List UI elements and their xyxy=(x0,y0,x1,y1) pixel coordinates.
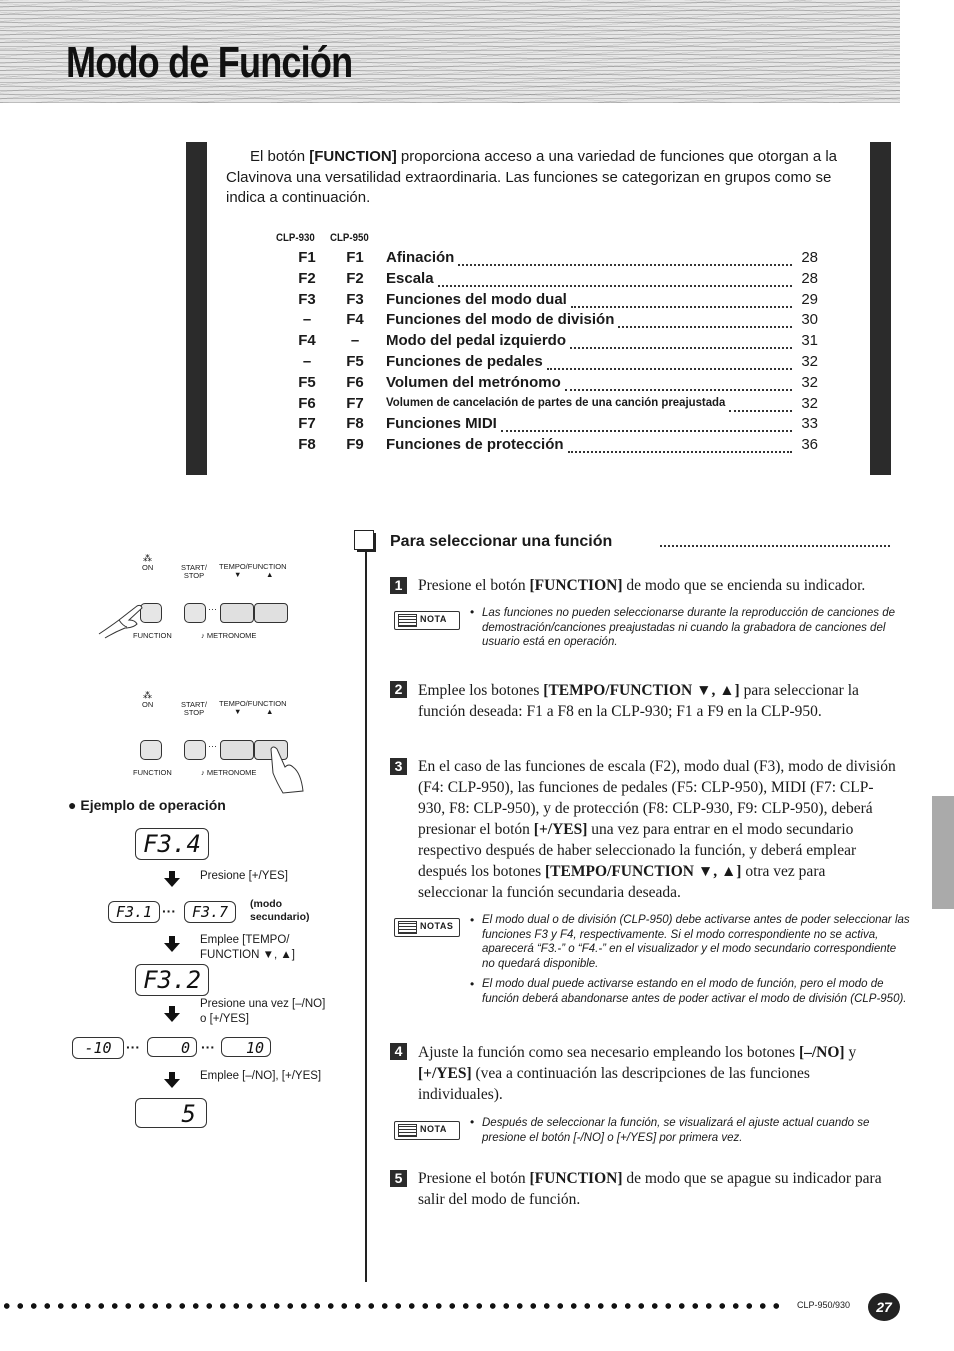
on-label: ON xyxy=(142,700,154,709)
clp930-code: F1 xyxy=(298,249,316,266)
start-stop-button[interactable] xyxy=(184,603,206,623)
function-table-row xyxy=(0,270,954,291)
function-name: Afinación xyxy=(386,249,455,266)
clp930-code: F4 xyxy=(298,332,316,350)
clp930-code: F5 xyxy=(298,373,316,391)
down-arrow-stem xyxy=(169,1072,175,1079)
function-name: Funciones de pedales xyxy=(386,353,543,370)
function-label: FUNCTION xyxy=(133,768,172,777)
clp950-code: F1 xyxy=(346,249,364,266)
power-lamp-icon: ⁂ xyxy=(143,690,152,700)
function-table-row xyxy=(0,353,954,374)
function-name: Escala xyxy=(386,269,434,287)
function-table-row xyxy=(0,249,954,270)
ellipsis-dots: ··· xyxy=(208,604,217,614)
start-stop-label: START/ STOP xyxy=(181,700,207,717)
column-divider xyxy=(365,540,367,1282)
lcd-display-0: 0 xyxy=(147,1037,197,1057)
note-bullet: • xyxy=(470,605,475,619)
clp950-code: F2 xyxy=(346,269,364,287)
page-ref: 36 xyxy=(801,436,818,454)
clp950-code: F7 xyxy=(346,394,364,412)
footer-model: CLP-950/930 xyxy=(797,1300,851,1310)
press-once-label: Presione una vez [–/NO] o [+/YES] xyxy=(200,998,326,1025)
clp930-code: F6 xyxy=(298,394,316,412)
clp950-code: F8 xyxy=(346,415,364,433)
clp950-code: F9 xyxy=(346,436,364,454)
bullet-dot-icon: ● xyxy=(68,797,77,813)
function-table-row xyxy=(0,436,954,457)
page-ref: 32 xyxy=(801,373,818,391)
dot-leader xyxy=(729,398,792,412)
clp950-code: F3 xyxy=(346,290,364,308)
function-table-row xyxy=(0,395,954,416)
dot-leader xyxy=(571,294,792,308)
start-stop-button[interactable] xyxy=(184,740,206,760)
step-1-text: Presione el botón [FUNCTION] de modo que se encienda su indicador. xyxy=(418,577,866,594)
clp930-code: F8 xyxy=(298,436,316,454)
page-ref: 28 xyxy=(801,269,818,287)
panel-illustration-2 xyxy=(95,685,325,795)
metronome-label: ♪ METRONOME xyxy=(201,768,257,777)
function-table-row xyxy=(0,291,954,312)
power-lamp-icon: ⁂ xyxy=(143,553,152,563)
page-ref: 32 xyxy=(801,394,818,412)
dot-leader xyxy=(547,356,792,370)
clp930-code: – xyxy=(302,311,312,329)
notas-badge: NOTAS xyxy=(394,918,460,937)
note-bullet: • xyxy=(470,977,475,991)
function-label: FUNCTION xyxy=(133,631,172,640)
dot-leader xyxy=(438,273,792,287)
page-ref: 28 xyxy=(801,249,818,266)
tempo-down-arrow-icon: ▼ xyxy=(234,707,242,716)
function-name: Funciones MIDI xyxy=(386,415,497,433)
note-icon xyxy=(398,614,417,627)
lcd-display-f34: F3.4 xyxy=(135,828,209,860)
step-5-number: 5 xyxy=(390,1170,407,1187)
section-icon xyxy=(354,530,376,552)
clp930-code: – xyxy=(302,353,312,370)
clp930-code: F3 xyxy=(298,290,316,308)
tempo-function-label: TEMPO/FUNCTION xyxy=(219,562,287,571)
clp950-code: F4 xyxy=(346,311,364,329)
note-3b-text: El modo dual puede activarse estando en el modo de función, pero el modo de función deberá abandonarse antes de poder activar el modo de división (CLP-950). xyxy=(482,978,907,1005)
step-5-text: Presione el botón [FUNCTION] de modo que se apague su indicador para salir del modo de función. xyxy=(418,1170,882,1208)
lcd-display-f32: F3.2 xyxy=(135,964,209,996)
nota-badge: NOTA xyxy=(394,1121,460,1140)
clp950-code: F6 xyxy=(346,373,364,391)
down-arrow-icon xyxy=(164,1079,180,1088)
ellipsis-dots: ··· xyxy=(126,1039,140,1055)
section-heading: Para seleccionar una función xyxy=(390,533,613,550)
function-name: Funciones de protección xyxy=(386,436,564,454)
clp950-code: – xyxy=(350,332,360,350)
tempo-function-label: TEMPO/FUNCTION xyxy=(219,699,287,708)
clp950-code: F5 xyxy=(346,353,364,370)
function-button[interactable] xyxy=(140,740,162,760)
dot-leader xyxy=(570,335,792,349)
page-ref: 33 xyxy=(801,415,818,433)
down-arrow-icon xyxy=(164,943,180,952)
col-header-930: CLP-930 xyxy=(276,232,315,244)
page-title: Modo de Función xyxy=(66,38,353,87)
tempo-up-arrow-icon: ▲ xyxy=(266,707,274,716)
step-4-text: Ajuste la función como sea necesario empleando los botones [–/NO] y [+/YES] (vea a continuación las descripciones de las funciones individuales). xyxy=(418,1044,857,1103)
tempo-up-arrow-icon: ▲ xyxy=(266,570,274,579)
note-icon xyxy=(398,1124,417,1137)
step-3-number: 3 xyxy=(390,758,407,775)
note-1-text: Las funciones no pueden seleccionarse durante la reproducción de canciones de demostración/canciones preajustadas ni cuando la grabadora de canciones del usuario está en operación. xyxy=(482,607,896,648)
page-ref: 29 xyxy=(801,290,818,308)
function-table-row xyxy=(0,415,954,436)
note-bullet: • xyxy=(470,1115,475,1129)
page-ref: 32 xyxy=(801,353,818,370)
tempo-down-button[interactable] xyxy=(220,603,254,623)
step-2-number: 2 xyxy=(390,681,407,698)
clp930-code: F2 xyxy=(298,269,316,287)
dot-leader xyxy=(501,418,792,432)
metronome-label: ♪ METRONOME xyxy=(201,631,257,640)
down-arrow-icon xyxy=(164,1013,180,1022)
note-4-text: Después de seleccionar la función, se visualizará el ajuste actual cuando se presione el botón [-/NO] o [+/YES] por primera vez. xyxy=(482,1117,870,1144)
footer-dot-row xyxy=(0,1302,780,1310)
ellipsis-dots: ··· xyxy=(162,903,176,919)
step-2-text: Emplee los botones [TEMPO/FUNCTION ▼, ▲] para seleccionar la función deseada: F1 a F8 en la CLP-930; F1 a F9 en la CLP-950. xyxy=(418,682,859,720)
note-3a-text: El modo dual o de división (CLP-950) debe activarse antes de poder seleccionar las funciones F3 y F4, respectivamente. Si el modo correspondiente no se activa, aparecerá “F3.-” o “F4.-” en el visualizador y el modo secundario correspondiente no quedará disponible. xyxy=(482,914,910,970)
use-no-yes-label: Emplee [–/NO], [+/YES] xyxy=(200,1070,322,1082)
down-arrow-stem xyxy=(169,936,175,943)
tempo-up-button[interactable] xyxy=(254,603,288,623)
nota-badge: NOTA xyxy=(394,611,460,630)
function-name: Funciones del modo de división xyxy=(386,311,615,329)
ellipsis-dots: ··· xyxy=(208,741,217,751)
dot-leader xyxy=(568,439,792,453)
page-ref: 30 xyxy=(801,311,818,329)
function-name: Volumen del metrónomo xyxy=(386,373,561,391)
page-ref: 31 xyxy=(801,332,818,350)
function-table-row xyxy=(0,374,954,395)
heading-dot-leader xyxy=(660,545,890,547)
function-table-row xyxy=(0,332,954,353)
lcd-display-f31: F3.1 xyxy=(108,901,160,923)
col-header-950: CLP-950 xyxy=(330,232,369,244)
page-number-badge xyxy=(868,1293,900,1321)
down-arrow-icon xyxy=(164,878,180,887)
example-heading: ● Ejemplo de operación xyxy=(68,797,226,813)
on-label: ON xyxy=(142,563,154,572)
start-stop-label: START/ STOP xyxy=(181,563,207,580)
clp930-code: F7 xyxy=(298,415,316,433)
tempo-down-arrow-icon: ▼ xyxy=(234,570,242,579)
lcd-display-5: 5 xyxy=(135,1098,207,1128)
panel-illustration-1 xyxy=(95,548,305,648)
down-arrow-stem xyxy=(169,1006,175,1013)
step-1-number: 1 xyxy=(390,577,407,594)
intro-paragraph: El botón [FUNCTION] proporciona acceso a una variedad de funciones que otorgan a la Clavinova una versatilidad extraordinaria. Las funciones se categorizan en grupos como se indica a continuación. xyxy=(226,148,838,206)
dot-leader xyxy=(458,252,792,266)
note-bullet: • xyxy=(470,913,475,927)
dot-leader xyxy=(565,377,792,391)
function-name: Funciones del modo dual xyxy=(386,290,567,308)
hand-pointer-icon xyxy=(263,743,313,795)
ellipsis-dots: ··· xyxy=(201,1039,215,1055)
secondary-mode-label: (modo secundario) xyxy=(250,898,310,923)
lcd-display-minus10: -10 xyxy=(72,1037,124,1059)
lcd-display-f37: F3.7 xyxy=(184,901,236,923)
dot-leader xyxy=(618,314,792,328)
function-name: Modo del pedal izquierdo xyxy=(386,332,566,350)
down-arrow-stem xyxy=(169,871,175,878)
use-tempo-label: Emplee [TEMPO/ FUNCTION ▼, ▲] xyxy=(200,934,295,961)
function-name: Volumen de cancelación de partes de una canción preajustada xyxy=(386,394,726,409)
note-icon xyxy=(398,921,417,934)
edge-tab xyxy=(932,796,954,909)
page-number: 27 xyxy=(876,1299,892,1315)
step-4-number: 4 xyxy=(390,1043,407,1060)
lcd-display-10: 10 xyxy=(221,1037,271,1057)
step-3-text: En el caso de las funciones de escala (F2), modo dual (F3), modo de división (F4: CLP-950), las funciones de pedales (F5: CLP-950), MIDI (F7: CLP-930, F8: CLP-950), y de protección (F8: CLP-930, F9: CLP-950), deberá presionar el botón [+/YES] una vez para entrar en el modo secundario respectivo después de haber seleccionado la función, y deberá emplear después los botones [TEMPO/FUNCTION ▼, ▲] otra vez para seleccionar la función secundaria deseada. xyxy=(418,758,896,901)
tempo-down-button[interactable] xyxy=(220,740,254,760)
press-yes-label: Presione [+/YES] xyxy=(200,870,288,882)
function-table-row xyxy=(0,311,954,332)
